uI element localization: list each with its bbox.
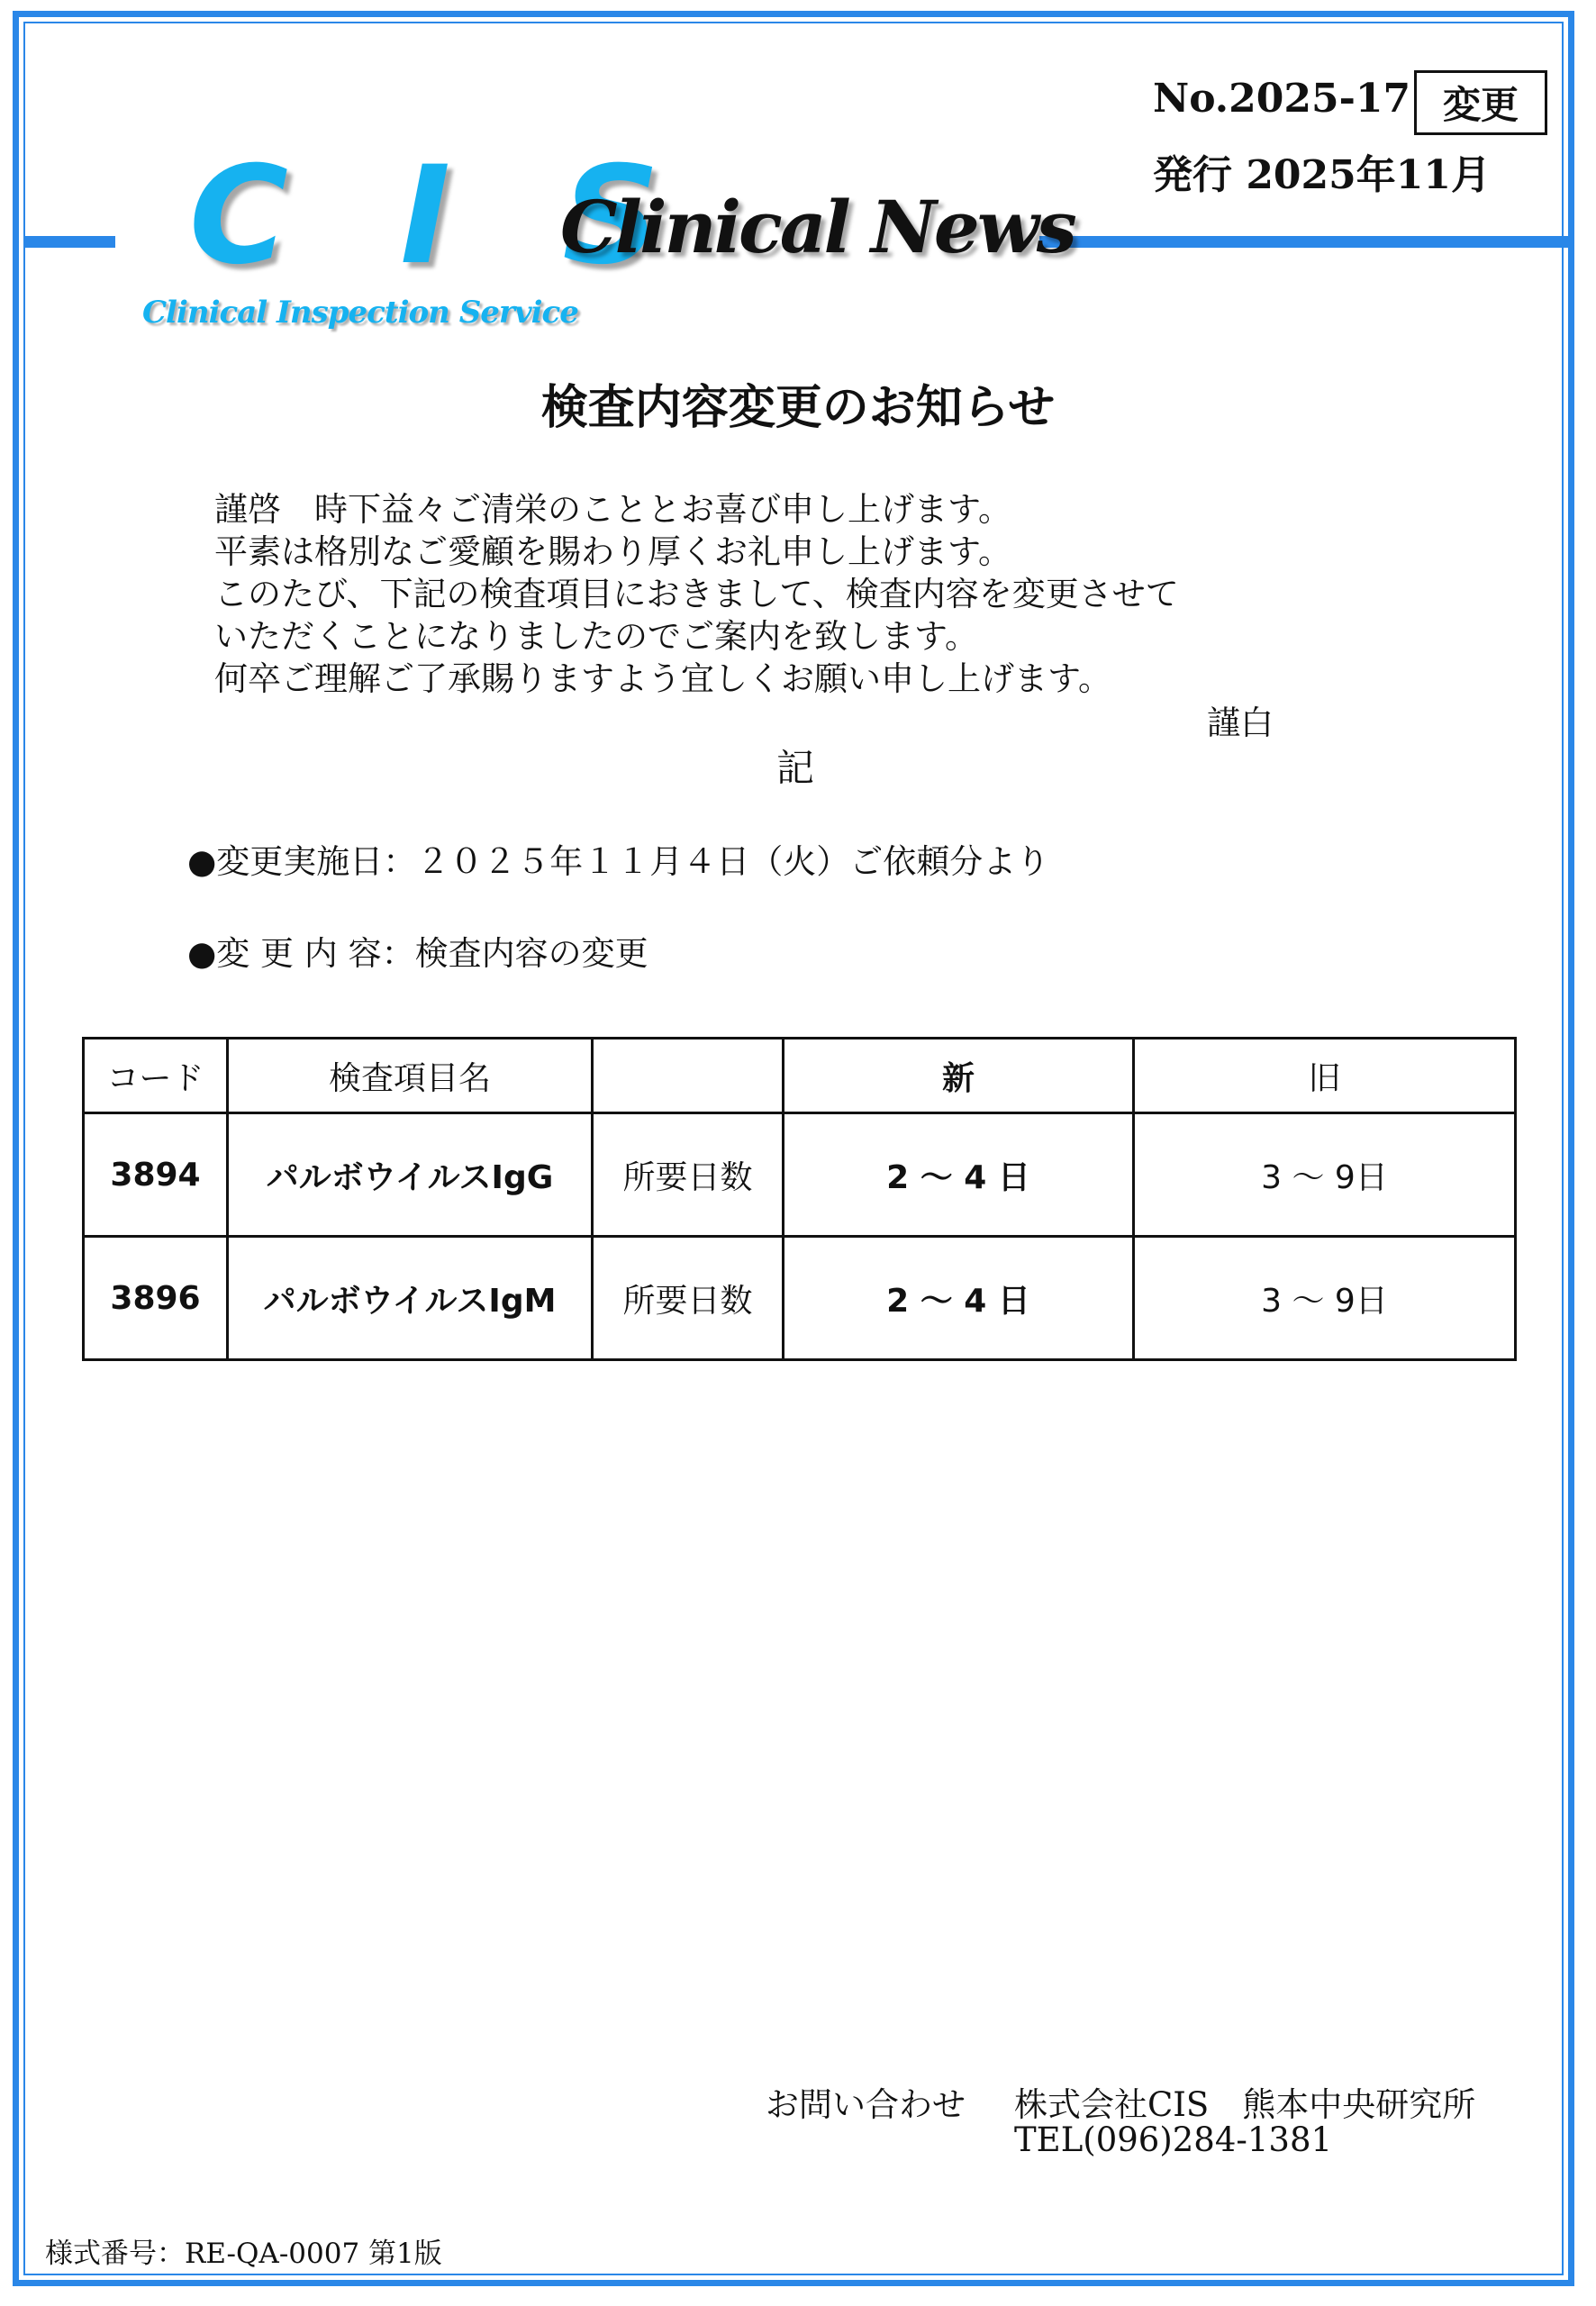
body-line-2: 平素は格別なご愛顧を賜わり厚くお礼申し上げます。 <box>214 532 1012 571</box>
logo: C I S <box>189 138 693 295</box>
contact-label: お問い合わせ <box>766 2085 966 2124</box>
body-line-5: 何卒ご理解ご了承賜りますよう宜しくお願い申し上げます。 <box>214 659 1112 698</box>
table-header-row <box>84 1039 1516 1113</box>
cell-test-name: パルボウイルスIgM <box>228 1237 593 1360</box>
body-line-3: このたび、下記の検査項目におきまして、検査内容を変更させて <box>214 575 1179 613</box>
cell-new: 2 ～ 4 日 <box>784 1237 1134 1360</box>
cell-item: 所要日数 <box>593 1113 784 1237</box>
issue-number: No.2025-17 <box>1153 76 1411 122</box>
cell-item: 所要日数 <box>593 1237 784 1360</box>
cell-new: 2 ～ 4 日 <box>784 1113 1134 1237</box>
cell-code: 3896 <box>84 1237 228 1360</box>
header-code: コード <box>84 1039 228 1113</box>
header-old: 旧 <box>1134 1039 1516 1113</box>
page-title: 検査内容変更のお知らせ <box>540 380 1056 435</box>
header-line-left <box>25 236 115 248</box>
form-number: 様式番号：RE-QA-0007 第1版 <box>45 2238 442 2270</box>
contact-tel: TEL(096)284-1381 <box>1014 2120 1333 2159</box>
change-table <box>82 1037 1517 1361</box>
cell-test-name: パルボウイルスIgG <box>228 1113 593 1237</box>
cell-old: 3 ～ 9日 <box>1134 1113 1516 1237</box>
logo-subtitle: Clinical Inspection Service <box>142 295 578 331</box>
cell-code: 3894 <box>84 1113 228 1237</box>
body-line-4: いただくことになりましたのでご案内を致します。 <box>214 617 979 656</box>
closing-word: 謹白 <box>1207 704 1274 742</box>
table-row <box>84 1113 1516 1237</box>
header-item <box>593 1039 784 1113</box>
header-line-right <box>1039 236 1573 248</box>
table-row <box>84 1237 1516 1360</box>
body-line-1: 謹啓 時下益々ご清栄のこととお喜び申し上げます。 <box>214 490 1012 529</box>
change-badge: 変更 <box>1414 70 1547 135</box>
bullet-change-content: ●変 更 内 容：検査内容の変更 <box>187 934 648 973</box>
issue-date: 発行 2025年11月 <box>1153 152 1492 198</box>
ki-heading: 記 <box>776 746 815 790</box>
news-title: Clinical News <box>560 185 1075 269</box>
contact-company: 株式会社CIS 熊本中央研究所 <box>1014 2085 1476 2124</box>
header-new: 新 <box>784 1039 1134 1113</box>
header-test-name: 検査項目名 <box>228 1039 593 1113</box>
bullet-effective-date: ●変更実施日：２０２５年１１月４日（火）ご依頼分より <box>187 842 1050 881</box>
cell-old: 3 ～ 9日 <box>1134 1237 1516 1360</box>
